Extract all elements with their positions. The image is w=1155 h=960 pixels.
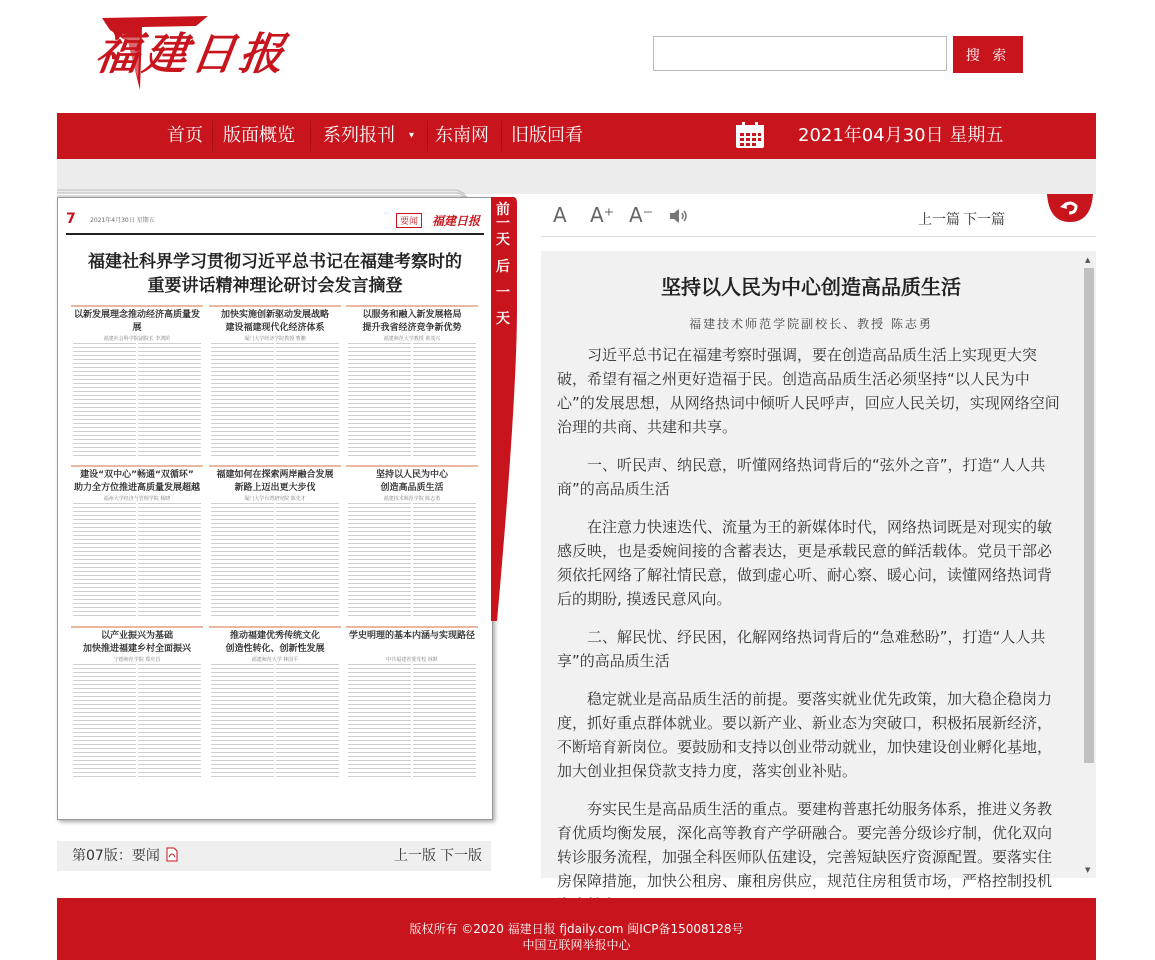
nav-page-overview[interactable]: 版面概览	[223, 125, 295, 146]
back-arrow-icon[interactable]	[1045, 194, 1095, 222]
article-paragraph: 一、听民声、纳民意，听懂网络热词背后的“弦外之音”，打造“人人共商”的高品质生活	[557, 456, 1046, 498]
nav-divider	[427, 121, 428, 151]
search-input[interactable]	[653, 36, 947, 71]
paper-stack-decoration	[57, 170, 477, 198]
article-author: 福建技术师范学院副校长、教授 陈志勇	[689, 317, 933, 331]
newspaper-article-body	[348, 664, 476, 778]
brand-name: 福建日报	[91, 29, 291, 80]
newspaper-article[interactable]	[71, 305, 203, 461]
article-paragraph: 在注意力快速迭代、流量为王的新媒体时代，网络热词既是对现实的敏感反映，也是委婉间接的含蓄表达，更是承载民意的鲜活载体。党员干部必须依托网络了解社情民意，做到虚心听、耐心察、暖心问，读懂网络热词背后的期盼, 摸透民意风向。	[557, 518, 1053, 608]
nav-divider	[501, 121, 502, 151]
article-top-rule	[346, 305, 478, 307]
nav-divider	[212, 121, 213, 151]
newspaper-headline[interactable]: 福建社科界学习贯彻习近平总书记在福建考察时的 重要讲话精神理论研讨会发言摘登	[88, 252, 462, 296]
current-date: 2021年04月30日 星期五	[798, 125, 1004, 146]
newspaper-article[interactable]	[346, 305, 478, 461]
newspaper-article-title: 以新发展理念推动经济高质量发展	[73, 310, 200, 333]
speaker-icon[interactable]	[669, 206, 691, 226]
page-label: 第07版：要闻	[72, 848, 160, 864]
article-panel	[541, 251, 1096, 890]
article-top-rule	[71, 626, 203, 628]
nav-divider	[310, 121, 311, 151]
newspaper-article[interactable]	[209, 626, 341, 782]
newspaper-article-author: 厦门大学台湾研究院 陈先才	[244, 496, 306, 502]
scroll-down-icon[interactable]: ▼	[1085, 866, 1091, 874]
newspaper-article[interactable]	[71, 626, 203, 782]
article-top-rule	[209, 465, 341, 467]
toolbar-divider	[541, 236, 1096, 237]
article-body	[557, 343, 1063, 931]
newspaper-article[interactable]	[209, 465, 341, 621]
nav-dongnan[interactable]: 东南网	[435, 125, 489, 146]
nav-home[interactable]: 首页	[167, 125, 203, 146]
article-top-rule	[209, 626, 341, 628]
article-title: 坚持以人民为中心创造高品质生活	[661, 275, 961, 299]
newspaper-article-author: 厦门大学经济学院教授 曹鹏	[244, 336, 306, 342]
scroll-up-icon[interactable]: ▲	[1085, 256, 1091, 264]
newspaper-header	[66, 211, 484, 235]
article-paragraph: 稳定就业是高品质生活的前提。要落实就业优先政策，加大稳企稳岗力度，抓好重点群体就业。要以新产业、新业态为突破口，积极拓展新经济，不断培育新岗位。要鼓励和支持以创业带动就业，加快建设创业孵化基地，加大创业担保贷款支持力度，落实创业补贴。	[557, 690, 1053, 780]
scrollbar-thumb[interactable]	[1084, 268, 1094, 763]
newspaper-article[interactable]	[346, 626, 478, 782]
newspaper-article-title: 加快实施创新驱动发展战略 建设福建现代化经济体系	[220, 310, 329, 333]
newspaper-article-title: 坚持以人民为中心 创造高品质生活	[375, 470, 448, 493]
newspaper-article-body	[348, 503, 476, 617]
newspaper-article[interactable]	[346, 465, 478, 621]
newspaper-article-author: 福建师范大学教授 黄茂兴	[383, 336, 441, 342]
main-nav	[57, 113, 1096, 159]
footer-report-link[interactable]: 中国互联网举报中心	[522, 938, 631, 952]
prev-day-char[interactable]: 一	[496, 216, 510, 232]
newspaper-date: 2021年4月30日 星期五	[90, 217, 155, 224]
next-article-link[interactable]: 下一篇	[963, 212, 1005, 228]
newspaper-article-author: 福建师范大学 林国平	[251, 657, 299, 663]
article-top-rule	[346, 626, 478, 628]
font-normal-button[interactable]: A	[553, 203, 567, 227]
nav-series[interactable]: 系列报刊	[323, 125, 395, 146]
prev-day-char[interactable]: 天	[496, 232, 510, 248]
newspaper-article-author: 宁德师范学院 郑庆昌	[113, 657, 161, 663]
prev-page-link[interactable]: 上一版	[394, 848, 436, 864]
newspaper-article-title: 学史明理的基本内涵与实现路径	[348, 631, 475, 641]
newspaper-article-body	[211, 343, 339, 457]
article-paragraph: 二、解民忧、纾民困，化解网络热词背后的“急难愁盼”，打造“人人共享”的高品质生活	[557, 628, 1046, 670]
nav-old-version[interactable]: 旧版回看	[511, 125, 583, 146]
newspaper-page-image[interactable]	[57, 197, 493, 820]
newspaper-article-author: 中共福建省委党校 林默	[386, 657, 438, 663]
article-paragraph: 夯实民生是高品质生活的重点。要建构普惠托幼服务体系，推进义务教育优质均衡发展，深化高等教育产学研融合。要完善分级诊疗制，优化双向转诊服务流程，加强全科医师队伍建设，完善短缺医疗资源配置。要落实住房保障措施，加快公租房、廉租房供应，规范住房租赁市场，严格控制投机	[557, 800, 1053, 890]
newspaper-brand: 福建日报	[432, 214, 481, 228]
newspaper-article-title: 推动福建优秀传统文化 创造性转化、创新性发展	[225, 631, 325, 654]
newspaper-article-body	[348, 343, 476, 457]
page-caption-bar	[57, 841, 491, 871]
next-day-char[interactable]: 一	[496, 285, 510, 301]
prev-article-link[interactable]: 上一篇	[918, 212, 960, 228]
article-top-rule	[346, 465, 478, 467]
newspaper-article-author: 福建技术师范学院 陈志勇	[383, 496, 441, 502]
prev-day-char[interactable]: 前	[496, 202, 510, 218]
search-button[interactable]: 搜 索	[953, 36, 1023, 73]
footer-copyright: 版权所有 ©2020 福建日报 fjdaily.com 闽ICP备15008128号	[409, 922, 744, 936]
next-page-link[interactable]: 下一版	[440, 848, 482, 864]
newspaper-article-body	[211, 503, 339, 617]
newspaper-article[interactable]	[71, 465, 203, 621]
next-day-char[interactable]: 后	[496, 259, 510, 275]
article-paragraph: 习近平总书记在福建考察时强调，要在创造高品质生活上实现更大突破，希望有福之州更好造福于民。创造高品质生活必须坚持“以人民为中心”的发展思想，从网络热词中倾听人民呼声，回应人民关切，实现网络空间治理的共商、共建和共享。	[557, 346, 1060, 436]
newspaper-article[interactable]	[209, 305, 341, 461]
newspaper-section: 要闻	[396, 213, 422, 228]
newspaper-article-author: 福建社会科学院副院长 李鸿阶	[103, 336, 171, 342]
newspaper-article-author: 福州大学经济与管理学院 杨晓	[103, 496, 171, 502]
next-day-char[interactable]: 天	[496, 311, 510, 327]
newspaper-article-title: 福建如何在探索两岸融合发展 新路上迈出更大步伐	[216, 470, 334, 493]
newspaper-article-body	[73, 664, 201, 778]
newspaper-page-number: 7	[66, 211, 76, 227]
newspaper-article-title: 以服务和融入新发展格局 提升我省经济竞争新优势	[362, 310, 462, 333]
footer	[57, 898, 1096, 960]
article-top-rule	[71, 465, 203, 467]
chevron-down-icon[interactable]: ▾	[409, 130, 415, 141]
pdf-icon[interactable]	[166, 847, 178, 862]
calendar-icon[interactable]	[735, 121, 765, 149]
newspaper-article-body	[211, 664, 339, 778]
newspaper-article-body	[73, 343, 201, 457]
article-top-rule	[209, 305, 341, 307]
newspaper-article-title: 以产业振兴为基础 加快推进福建乡村全面振兴	[82, 631, 191, 654]
font-smaller-button[interactable]: A⁻	[629, 203, 654, 227]
font-larger-button[interactable]: A⁺	[590, 203, 615, 227]
article-top-rule	[71, 305, 203, 307]
newspaper-article-body	[73, 503, 201, 617]
newspaper-article-title: 建设“双中心”畅通“双循环” 助力全方位推进高质量发展超越	[73, 470, 200, 493]
